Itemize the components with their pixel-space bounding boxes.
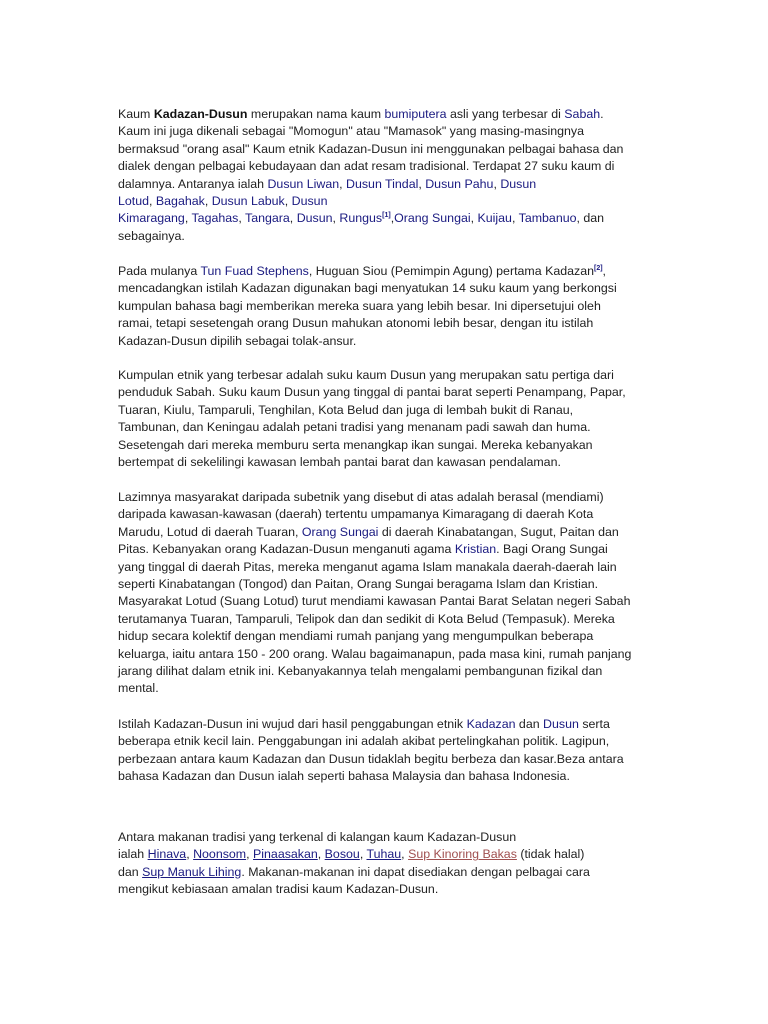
text-line: bertempat di sekelilingi kawasan lembah pantai barat dan kawasan pendalaman. [118, 454, 561, 469]
paragraph-intro: Kaum Kadazan-Dusun merupakan nama kaum bumiputera asli yang terbesar di Sabah. Kaum ini juga dikenali sebagai "Momogun" atau "Mamasok" yang masing-masingnya bermaksud "orang asal" Kaum etnik Kadazan-Dusun ini menggunakan pelbagai bahasa dan dialek dengan pelbagai kebudayaan dan adat resam tradisional. Terdapat 27 suku kaum di dalamnya. Antaranya ialah Dusun Liwan, Dusun Tindal, Dusun Pahu, Dusun Lotud, Bagahak, Dusun Labuk, Dusun Kimaragang, Tagahas, Tangara, Dusun, Rungus[1],Orang Sungai, Kuijau, Tambanuo, dan sebagainya. [118, 106, 658, 245]
link-kadazan[interactable]: Kadazan [466, 717, 516, 731]
link-sabah[interactable]: Sabah [564, 107, 601, 121]
text-line: Kaum ini juga dikenali sebagai "Momogun" atau "Mamasok" yang masing-masingnya [118, 124, 584, 139]
reference-2[interactable]: [2] [593, 264, 603, 272]
link-bumiputera[interactable]: bumiputera [384, 107, 447, 121]
text-line: Sesetengah dari mereka memburu serta menangkap ikan sungai. Mereka kebanyakan [118, 437, 593, 452]
text: dan [515, 717, 544, 731]
link-dusun-liwan[interactable]: Dusun Liwan [267, 176, 340, 191]
link-tagahas[interactable]: Tagahas [191, 211, 239, 226]
text-line: seperti Kinabatangan (Tongod) dan Paitan, Orang Sungai beragama Islam dan Kristian. [118, 576, 599, 591]
text: . Bagi Orang Sungai [496, 542, 608, 557]
text-line: Antara makanan tradisi yang terkenal di kalangan kaum Kadazan-Dusun [118, 830, 517, 844]
paragraph-subethnic [118, 489, 658, 698]
link-tuhau[interactable]: Tuhau [366, 847, 402, 862]
text: dan [118, 864, 143, 879]
link-dusun-pahu[interactable]: Dusun Pahu [425, 176, 494, 191]
link-dusun-lotud[interactable]: Dusun [500, 176, 537, 191]
link-bagahak[interactable]: Bagahak [155, 193, 205, 208]
link-orang-sungai[interactable]: Orang Sungai [394, 211, 471, 226]
text: . [600, 107, 604, 121]
link-dusun[interactable]: Dusun [543, 717, 579, 731]
text-line: Tambunan, dan Keningau adalah petani tradisi yang menanam padi sawah dan huma. [118, 420, 591, 435]
text-line: hidup secara kolektif dengan mendiami rumah panjang yang mengumpulkan beberapa [118, 629, 594, 644]
text-line: mencadangkan istilah Kadazan digunakan bagi menyatukan 14 suku kaum yang berkongsi [118, 281, 617, 296]
text: , dan [576, 211, 605, 226]
link-dusun[interactable]: Dusun [296, 211, 333, 226]
paragraph-food: Antara makanan tradisi yang terkenal di kalangan kaum Kadazan-Dusun ialah Hinava, Noonsom, Pinaasakan, Bosou, Tuhau, Sup Kinoring Bakas (tidak halal) dan Sup Manuk Lihing. Makanan-makanan ini dapat disediakan dengan pelbagai cara mengikut kebiasaan amalan tradisi kaum Kadazan-Dusun. [118, 829, 658, 899]
text-line: mental. [118, 681, 159, 696]
link-sup-kinoring-bakas[interactable]: Sup Kinoring Bakas [408, 847, 517, 862]
text-line: beberapa etnik kecil lain. Penggabungan ini adalah akibat pertelingkahan politik. Lagipun, [118, 734, 610, 749]
text: , [602, 264, 606, 278]
text: dalamnya. Antaranya ialah [118, 176, 268, 191]
link-kristian[interactable]: Kristian [454, 542, 497, 557]
text: . Makanan-makanan ini dapat disediakan dengan pelbagai cara [241, 864, 590, 879]
text: Pitas. Kebanyakan orang Kadazan-Dusun menganuti agama [118, 542, 455, 557]
text: , Huguan Siou (Pemimpin Agung) pertama Kadazan [308, 264, 594, 278]
link-sup-manuk-lihing[interactable]: Sup Manuk Lihing [142, 864, 242, 879]
link-noonsom[interactable]: Noonsom [193, 847, 247, 862]
paragraph-origin [118, 263, 658, 350]
link-tambanuo[interactable]: Tambanuo [518, 211, 577, 226]
link-pinaasakan[interactable]: Pinaasakan [253, 847, 318, 862]
text: serta [578, 717, 610, 731]
text-line: jarang dilihat dalam etnik ini. Kebanyakannya telah mengalami pembangunan fizikal dan [118, 663, 603, 678]
text-line: Lazimnya masyarakat daripada subetnik yang disebut di atas adalah berasal (mendiami) [118, 490, 604, 504]
link-bosou[interactable]: Bosou [324, 847, 360, 862]
link-dusun-kimaragang[interactable]: Dusun [291, 193, 328, 208]
text-line: perbezaan antara kaum Kadazan dan Dusun tidaklah begitu berbeza dan kasar.Beza antara [118, 751, 624, 766]
link-dusun-tindal[interactable]: Dusun Tindal [346, 176, 419, 191]
link-dusun-lotud-cont[interactable]: Lotud [118, 193, 150, 208]
text-line: keluarga, iaitu antara 150 - 200 orang. Walau bagaimanapun, pada masa kini, rumah panjang [118, 646, 632, 661]
text-line: kumpulan bahasa bagi memberikan mereka suara yang lebih besar. Ini dipersetujui oleh [118, 298, 601, 313]
term-kadazan-dusun: Kadazan-Dusun [153, 107, 248, 121]
text: asli yang terbesar di [446, 107, 565, 121]
text-line: yang tinggal di daerah Pitas, mereka menganut agama Islam manakala daerah-daerah lain [118, 559, 617, 574]
link-kuijau[interactable]: Kuijau [477, 211, 512, 226]
text-line: ramai, tetapi sesetengah orang Dusun mahukan atonomi lebih besar, dengan itu istilah [118, 316, 594, 331]
link-tun-fuad-stephens[interactable]: Tun Fuad Stephens [200, 264, 309, 278]
text-line: daripada kawasan-kawasan (daerah) tertentu umpamanya Kimaragang di daerah Kota [118, 507, 594, 522]
link-orang-sungai[interactable]: Orang Sungai [301, 524, 379, 539]
text-line: dialek dengan pelbagai kebudayaan dan adat resam tradisional. Terdapat 27 suku kaum di [118, 159, 615, 174]
link-kimaragang[interactable]: Kimaragang [118, 211, 185, 226]
text-line: Tuaran, Kiulu, Tamparuli, Tenghilan, Kota Belud dan juga di lembah bukit di Ranau, [118, 402, 574, 417]
link-tangara[interactable]: Tangara [245, 211, 290, 226]
text: merupakan nama kaum [247, 107, 385, 121]
text-line: bermaksud "orang asal" Kaum etnik Kadazan-Dusun ini menggunakan pelbagai bahasa dan [118, 141, 624, 156]
reference-1[interactable]: [1] [382, 212, 391, 220]
text-line: mengikut kebiasaan amalan tradisi kaum Kadazan-Dusun. [118, 882, 439, 897]
text: Marudu, Lotud di daerah Tuaran, [118, 524, 302, 539]
text-line: Kumpulan etnik yang terbesar adalah suku kaum Dusun yang merupakan satu pertiga dari [118, 368, 614, 382]
text: di daerah Kinabatangan, Sugut, Paitan dan [378, 524, 619, 539]
text: (tidak halal) [516, 847, 585, 862]
text-line: Kadazan-Dusun dipilih sebagai tolak-ansur. [118, 333, 357, 348]
text: Kaum [118, 107, 154, 121]
link-rungus[interactable]: Rungus [339, 211, 383, 226]
link-hinava[interactable]: Hinava [147, 847, 187, 862]
text-line: penduduk Sabah. Suku kaum Dusun yang tinggal di pantai barat seperti Penampang, Papar, [118, 385, 626, 400]
text: ialah [118, 847, 148, 862]
paragraph-term-origin [118, 716, 658, 786]
link-dusun-labuk[interactable]: Dusun Labuk [211, 193, 285, 208]
text: Istilah Kadazan-Dusun ini wujud dari hasil penggabungan etnik [118, 717, 467, 731]
text-line: Masyarakat Lotud (Suang Lotud) turut mendiami kawasan Pantai Barat Selatan negeri Sabah [118, 594, 631, 609]
text: Pada mulanya [118, 264, 201, 278]
text-line: bahasa Kadazan dan Dusun ialah seperti bahasa Malaysia dan bahasa Indonesia. [118, 769, 570, 784]
paragraph-ethnic-group [118, 367, 658, 471]
text-line: sebagainya. [118, 228, 185, 243]
text-line: terutamanya Tuaran, Tamparuli, Telipok dan dan sedikit di Kota Belud (Tempasuk). Mereka [118, 611, 615, 626]
